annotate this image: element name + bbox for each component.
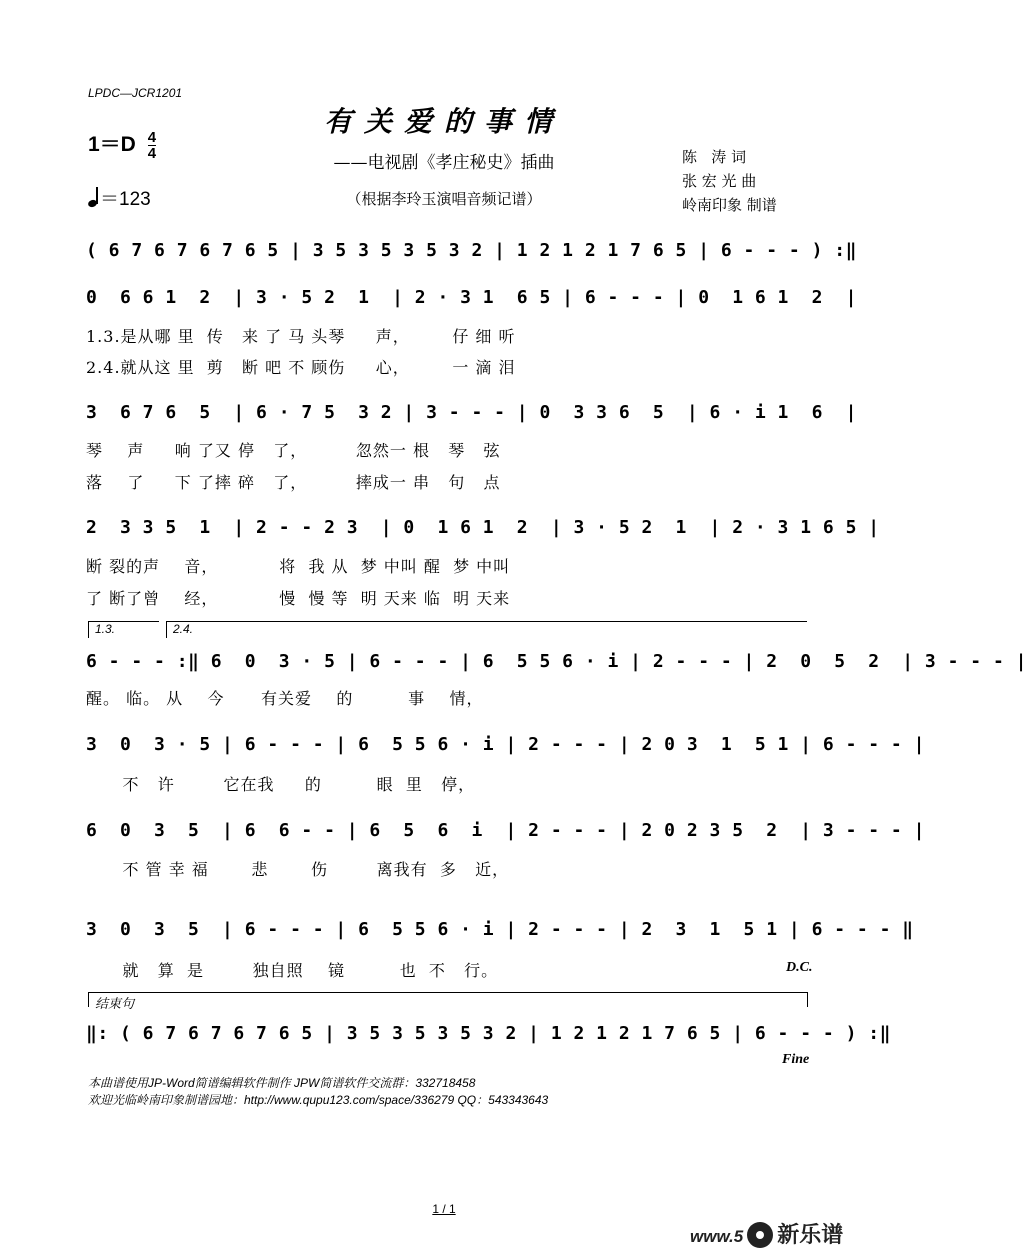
footer-website-note: 欢迎光临岭南印象制谱园地：http://www.qupu123.com/space/336279 QQ：543343643 xyxy=(88,1093,549,1107)
lyric-line-6: 不 管 幸 福 悲 伤 离我有 多 近， xyxy=(86,860,510,879)
score-line-7: 3 0 3 5 | 6 - - - | 6 5 5 6 · i | 2 - - - | 2 3 1 5 1 | 6 - - - ‖ xyxy=(86,919,914,940)
score-line-intro: ( 6 7 6 7 6 7 6 5 | 3 5 3 5 3 5 3 2 | 1 2 1 2 1 7 6 5 | 6 - - - ) :‖ xyxy=(86,240,857,261)
transcription-note: （根据李玲玉演唱音频记谱） xyxy=(346,190,542,208)
lyric-line-1a: 1.3.是从哪 里 传 来 了 马 头琴 声， 仔 细 听 xyxy=(86,327,516,346)
fine-marking: Fine xyxy=(782,1052,810,1067)
volta-second: 2.4. xyxy=(166,621,807,638)
ending-bracket: 结束句 xyxy=(88,992,808,1007)
page-number-text: 1 / 1 xyxy=(432,1202,456,1216)
lyric-line-3a: 断 裂的声 音， 将 我 从 梦 中叫 醒 梦 中叫 xyxy=(86,557,511,576)
score-line-2: 3 6 7 6 5 | 6 · 7 5 3 2 | 3 - - - | 0 3 3 6 5 | 6 · i 1 6 | xyxy=(86,402,857,423)
arranger-credit: 岭南印象 制谱 xyxy=(682,196,777,214)
lyric-line-7: 就 算 是 独自照 镜 也 不 行。 xyxy=(86,961,499,980)
brand-url: www.5 xyxy=(690,1227,744,1246)
lyric-line-4: 醒。 临。 从 今 有关爱 的 事 情， xyxy=(86,689,484,708)
song-subtitle: ——电视剧《孝庄秘史》插曲 xyxy=(333,153,555,173)
footer-software-note: 本曲谱使用JP-Word简谱编辑软件制作 JPW简谱软件交流群：332718458 xyxy=(88,1076,476,1090)
lyric-line-5: 不 许 它在我 的 眼 里 停， xyxy=(86,775,476,794)
composer-credit: 张 宏 光 曲 xyxy=(682,172,757,190)
score-line-5: 3 0 3 · 5 | 6 - - - | 6 5 5 6 · i | 2 - - - | 2 0 3 1 5 1 | 6 - - - | xyxy=(86,734,925,755)
key-label: 1＝D xyxy=(88,133,136,156)
lyric-line-3b: 了 断了曾 经， 慢 慢 等 明 天来 临 明 天来 xyxy=(86,589,511,608)
score-code: LPDC—JCR1201 xyxy=(88,86,183,100)
lyric-line-2b: 落 了 下 了摔 碎 了， 摔成一 串 句 点 xyxy=(86,473,501,492)
tempo-value: ＝123 xyxy=(100,189,151,210)
time-denominator: 4 xyxy=(147,144,157,162)
volta-first: 1.3. xyxy=(88,621,159,638)
page-number xyxy=(0,1202,888,1216)
watermark-brand xyxy=(690,1218,843,1249)
brand-name: 新乐谱 xyxy=(777,1223,844,1248)
song-title: 有关爱的事情 xyxy=(323,105,564,138)
time-numerator: 4 xyxy=(147,128,157,146)
lyric-line-2a: 琴 声 响 了又 停 了， 忽然一 根 琴 弦 xyxy=(86,441,501,460)
score-line-1: 0 6 6 1 2 | 3 · 5 2 1 | 2 · 3 1 6 5 | 6 - - - | 0 1 6 1 2 | xyxy=(86,287,857,308)
score-line-3: 2 3 3 5 1 | 2 - - 2 3 | 0 1 6 1 2 | 3 · 5 2 1 | 2 · 3 1 6 5 | xyxy=(86,517,880,538)
credits xyxy=(682,145,777,217)
lyric-line-1b: 2.4.就从这 里 剪 断 吧 不 顾伤 心， 一 滴 泪 xyxy=(86,358,516,377)
record-disc-icon xyxy=(747,1222,773,1248)
dc-marking: D.C. xyxy=(786,960,813,975)
lyricist-credit: 陈 涛 词 xyxy=(682,148,747,166)
score-line-ending: ‖: ( 6 7 6 7 6 7 6 5 | 3 5 3 5 3 5 3 2 | 1 2 1 2 1 7 6 5 | 6 - - - ) :‖ xyxy=(86,1023,891,1044)
score-line-4: 6 - - - :‖ 6 0 3 · 5 | 6 - - - | 6 5 5 6 · i | 2 - - - | 2 0 5 2 | 3 - - - | xyxy=(86,651,1027,672)
score-line-6: 6 0 3 5 | 6 6 - - | 6 5 6 i | 2 - - - | 2 0 2 3 5 2 | 3 - - - | xyxy=(86,820,925,841)
